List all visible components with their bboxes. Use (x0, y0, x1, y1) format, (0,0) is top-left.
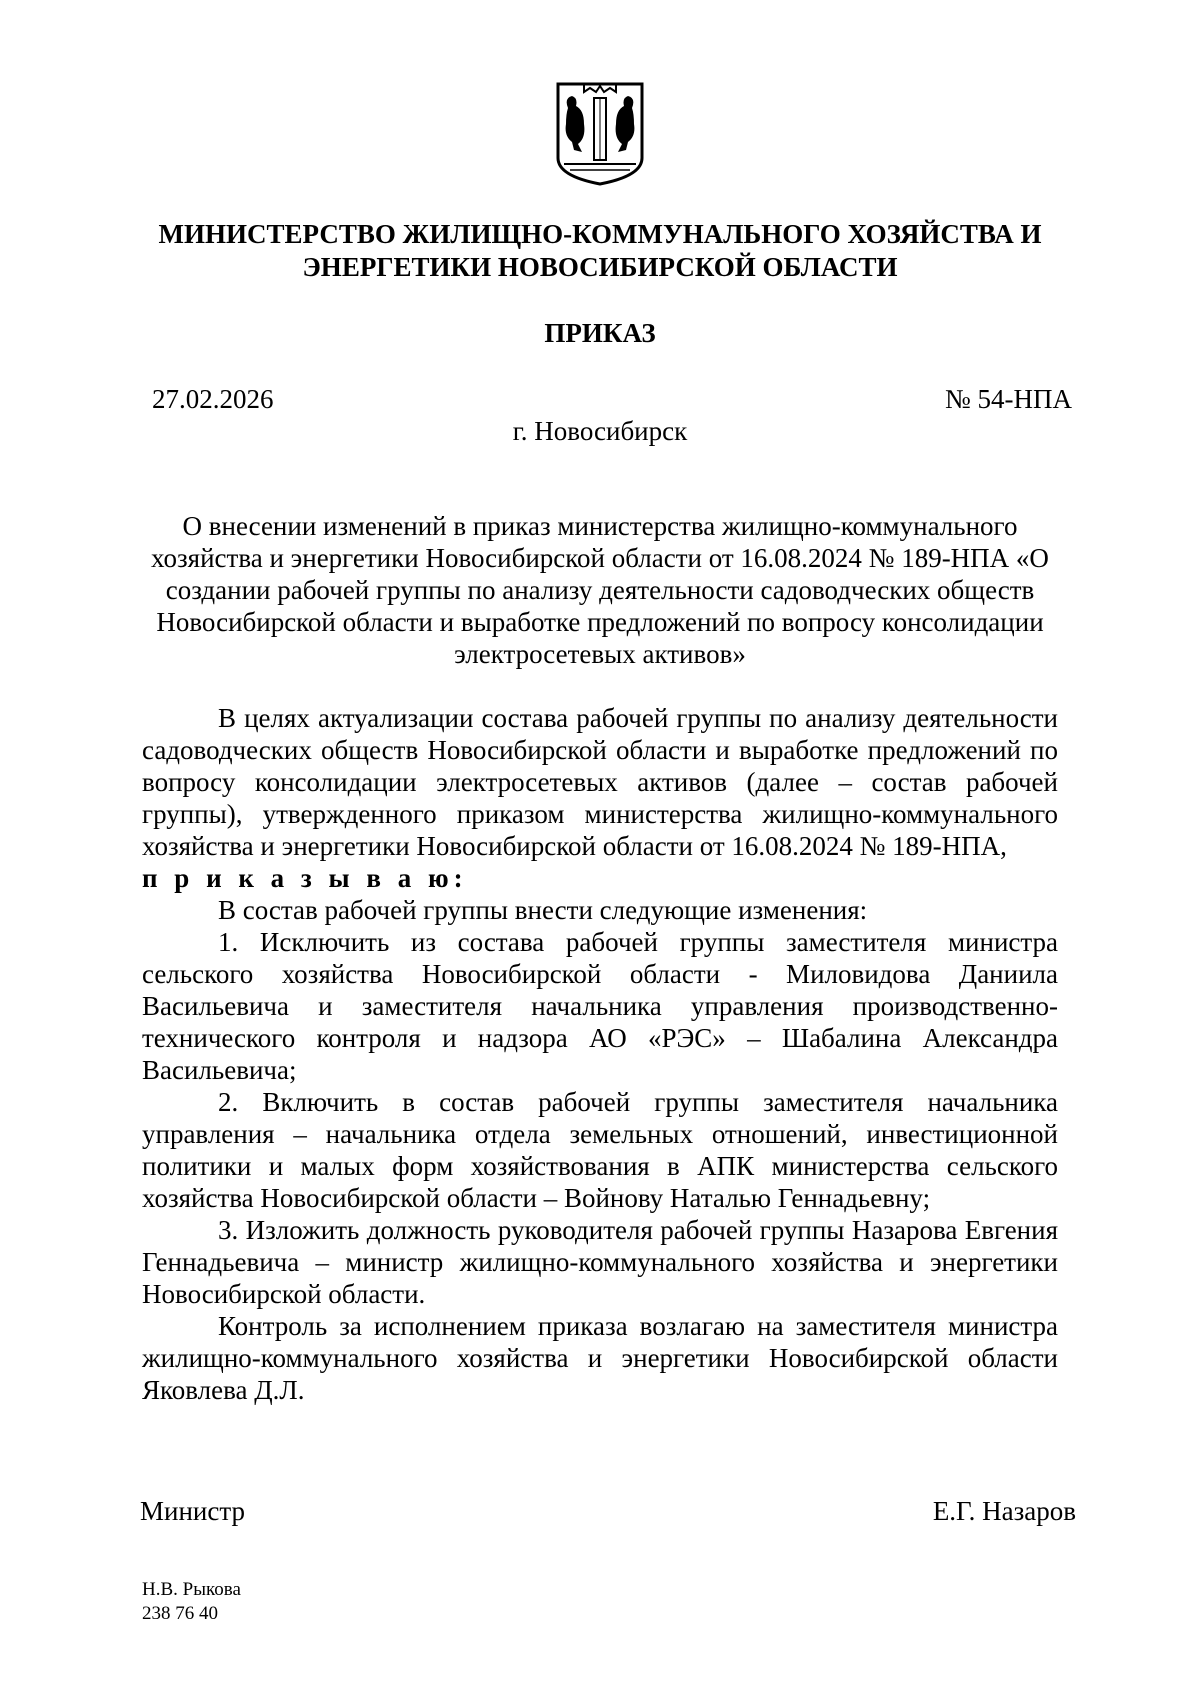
executor-name: Н.В. Рыкова (142, 1579, 241, 1600)
ministry-line-2: ЭНЕРГЕТИКИ НОВОСИБИРСКОЙ ОБЛАСТИ (302, 252, 898, 282)
ministry-line-1: МИНИСТЕРСТВО ЖИЛИЩНО-КОММУНАЛЬНОГО ХОЗЯЙСТВА И (158, 219, 1042, 249)
document-date: 27.02.2026 (152, 384, 274, 414)
order-word: п р и к а з ы в а ю: (142, 863, 468, 893)
document-number: № 54-НПА (945, 384, 1072, 414)
executor-phone: 238 76 40 (142, 1603, 218, 1624)
intro-paragraph: В состав рабочей группы внести следующие изменения: (218, 895, 868, 925)
control-paragraph: Контроль за исполнением приказа возлагаю на заместителя министра жилищно-коммунального хозяйства и энергетики Новосибирской области Яковлева Д.Л. (142, 1311, 1058, 1405)
signatory-name: Е.Г. Назаров (932, 1496, 1076, 1526)
preamble-paragraph (142, 702, 1058, 894)
item-2: 2. Включить в состав рабочей группы заместителя начальника управления – начальника отдела земельных отношений, инвестиционной политики и малых форм хозяйствования в АПК министерства сельского хозяйства Новосибирской области – Войнову Наталью Геннадьевну; (142, 1087, 1058, 1213)
executor-block (142, 1578, 241, 1626)
item-1: 1. Исключить из состава рабочей группы заместителя министра сельского хозяйства Новосибирской области - Миловидова Даниила Васильевича и заместителя начальника управления производственно-технического контроля и надзора АО «РЭС» – Шабалина Александра Васильевича; (142, 927, 1058, 1085)
ministry-name (140, 218, 1060, 284)
document-body (142, 702, 1058, 1406)
item-3: 3. Изложить должность руководителя рабочей группы Назарова Евгения Геннадьевича – министр жилищно-коммунального хозяйства и энергетики Новосибирской области. (142, 1215, 1058, 1309)
preamble-text: В целях актуализации состава рабочей группы по анализу деятельности садоводческих обществ Новосибирской области и выработке предложений по вопросу консолидации электросетевых активов (далее – состав рабочей группы), утвержденного приказом министерства жилищно-коммунального хозяйства и энергетики Новосибирской области от 16.08.2024 № 189-НПА, (142, 703, 1058, 861)
document-type: ПРИКАЗ (544, 318, 656, 348)
document-subject: О внесении изменений в приказ министерства жилищно-коммунального хозяйства и энергетики Новосибирской области от 16.08.2024 № 189-НПА «О создании рабочей группы по анализу деятельности садоводческих обществ Новосибирской области и выработке предложений по вопросу консолидации электросетевых активов» (151, 511, 1049, 669)
coat-of-arms-icon (554, 80, 646, 188)
document-city: г. Новосибирск (512, 416, 688, 446)
signatory-role: Министр (140, 1496, 245, 1526)
